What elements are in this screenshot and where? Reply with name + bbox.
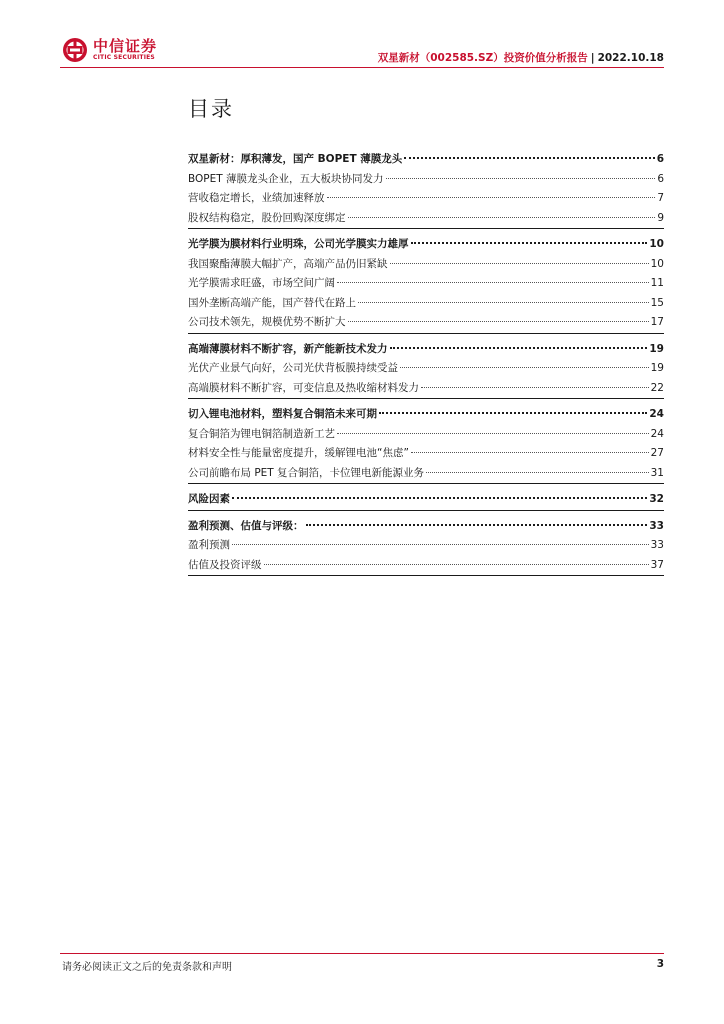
dot-leader	[232, 544, 649, 545]
toc-entry-title: 光伏产业景气向好，公司光伏背板膜持续受益	[188, 362, 398, 374]
toc-section-heading-title: 风险因素	[188, 493, 230, 505]
toc-section-heading[interactable]	[188, 340, 664, 360]
toc-entry-title: 股权结构稳定，股份回购深度绑定	[188, 211, 346, 224]
header-separator: |	[590, 52, 595, 64]
toc-entry-page: 15	[650, 296, 664, 309]
toc-entry[interactable]	[188, 255, 664, 275]
toc-section-heading-title: 双星新材：厚积薄发，国产 BOPET 薄膜龙头	[188, 153, 403, 165]
toc-section	[188, 490, 664, 511]
toc-section-heading-title: 切入锂电池材料，塑料复合铜箔未来可期	[188, 408, 377, 420]
footer-disclaimer: 请务必阅读正文之后的免责条款和声明	[62, 962, 232, 973]
toc-entry[interactable]	[188, 379, 664, 399]
toc-section-heading[interactable]	[188, 150, 664, 170]
toc-entry-title: 光学膜需求旺盛，市场空间广阔	[188, 277, 335, 289]
toc-entry[interactable]	[188, 464, 664, 484]
dot-leader	[327, 197, 656, 198]
toc-section-heading[interactable]	[188, 405, 664, 425]
toc-entry[interactable]	[188, 556, 664, 576]
toc-section	[188, 235, 664, 334]
toc-entry[interactable]	[188, 313, 664, 333]
toc-entry-title: 营收稳定增长，业绩加速释放	[188, 192, 325, 204]
toc-section-heading-page: 24	[649, 408, 664, 420]
toc-entry-page: 27	[650, 447, 664, 459]
dot-leader	[421, 387, 649, 388]
report-title: 双星新材（002585.SZ）投资价值分析报告	[377, 52, 588, 64]
toc-entry-title: 我国聚酯薄膜大幅扩产，高端产品仍旧紧缺	[188, 257, 388, 270]
dot-leader	[400, 367, 649, 368]
citic-logo-icon	[62, 37, 88, 63]
dot-leader	[411, 452, 649, 453]
toc-entry-title: 公司前瞻布局 PET 复合铜箔，卡位锂电新能源业务	[188, 466, 425, 479]
toc-entry-title: BOPET 薄膜龙头企业，五大板块协同发力	[188, 172, 384, 185]
toc-entry-title: 盈利预测	[188, 539, 230, 551]
dot-leader	[232, 497, 647, 499]
toc-entry[interactable]	[188, 536, 664, 556]
dot-leader	[306, 524, 648, 526]
toc-entry-title: 估值及投资评级	[188, 558, 262, 571]
toc-entry-page: 11	[650, 277, 664, 289]
toc-section-heading-page: 33	[649, 519, 664, 532]
toc-entry[interactable]	[188, 444, 664, 464]
toc-entry-title: 复合铜箔为锂电铜箔制造新工艺	[188, 427, 335, 440]
toc-entry-page: 37	[650, 558, 664, 571]
citic-logo	[62, 37, 157, 63]
toc-section-heading[interactable]	[188, 517, 664, 537]
toc-section	[188, 517, 664, 577]
dot-leader	[348, 321, 649, 322]
table-of-contents	[188, 150, 664, 582]
footer-rule	[60, 953, 664, 954]
toc-section-heading-page: 10	[649, 238, 664, 250]
dot-leader	[404, 157, 654, 159]
toc-entry-title: 公司技术领先，规模优势不断扩大	[188, 316, 346, 328]
dot-leader	[426, 472, 649, 473]
dot-leader	[390, 263, 649, 264]
toc-entry-page: 10	[650, 257, 664, 270]
toc-section-heading-page: 6	[656, 153, 664, 165]
toc-entry[interactable]	[188, 274, 664, 294]
dot-leader	[264, 564, 649, 565]
toc-entry[interactable]	[188, 189, 664, 209]
toc-entry[interactable]	[188, 209, 664, 229]
toc-entry-page: 6	[657, 172, 664, 185]
dot-leader	[390, 347, 648, 349]
toc-entry-page: 9	[657, 211, 664, 224]
toc-entry[interactable]	[188, 425, 664, 445]
logo-english-name: CITIC SECURITIES	[93, 54, 155, 61]
toc-entry-title: 国外垄断高端产能，国产替代在路上	[188, 296, 356, 309]
toc-section-heading-page: 19	[649, 342, 664, 355]
dot-leader	[337, 433, 649, 434]
toc-section-heading-page: 32	[649, 493, 664, 505]
dot-leader	[358, 302, 649, 303]
dot-leader	[386, 178, 656, 179]
toc-section	[188, 150, 664, 229]
toc-entry-page: 33	[650, 539, 664, 551]
toc-entry-page: 31	[650, 466, 664, 479]
page-header	[0, 0, 724, 72]
dot-leader	[348, 217, 656, 218]
toc-entry-page: 7	[657, 192, 664, 204]
page-number: 3	[656, 958, 664, 970]
report-info	[378, 50, 664, 65]
toc-entry-page: 24	[650, 427, 664, 440]
toc-entry[interactable]	[188, 170, 664, 190]
toc-section-heading-title: 光学膜为膜材料行业明珠，公司光学膜实力雄厚	[188, 238, 409, 250]
toc-entry[interactable]	[188, 294, 664, 314]
toc-section-heading-title: 高端薄膜材料不断扩容，新产能新技术发力	[188, 342, 388, 355]
toc-entry[interactable]	[188, 359, 664, 379]
dot-leader	[337, 282, 649, 283]
toc-entry-page: 22	[650, 381, 664, 394]
dot-leader	[411, 242, 648, 244]
toc-entry-title: 高端膜材料不断扩容，可变信息及热收缩材料发力	[188, 381, 419, 394]
logo-chinese-name: 中信证券	[93, 37, 158, 55]
toc-entry-page: 17	[650, 316, 664, 328]
toc-section	[188, 405, 664, 484]
toc-section-heading[interactable]	[188, 490, 664, 510]
dot-leader	[379, 412, 647, 414]
toc-entry-page: 19	[650, 362, 664, 374]
toc-section-heading[interactable]	[188, 235, 664, 255]
toc-entry-title: 材料安全性与能量密度提升，缓解锂电池“焦虑”	[188, 447, 409, 459]
header-rule	[60, 67, 664, 68]
report-date: 2022.10.18	[597, 52, 664, 64]
toc-title: 目录	[188, 97, 234, 121]
toc-section	[188, 340, 664, 400]
toc-section-heading-title: 盈利预测、估值与评级：	[188, 519, 304, 532]
